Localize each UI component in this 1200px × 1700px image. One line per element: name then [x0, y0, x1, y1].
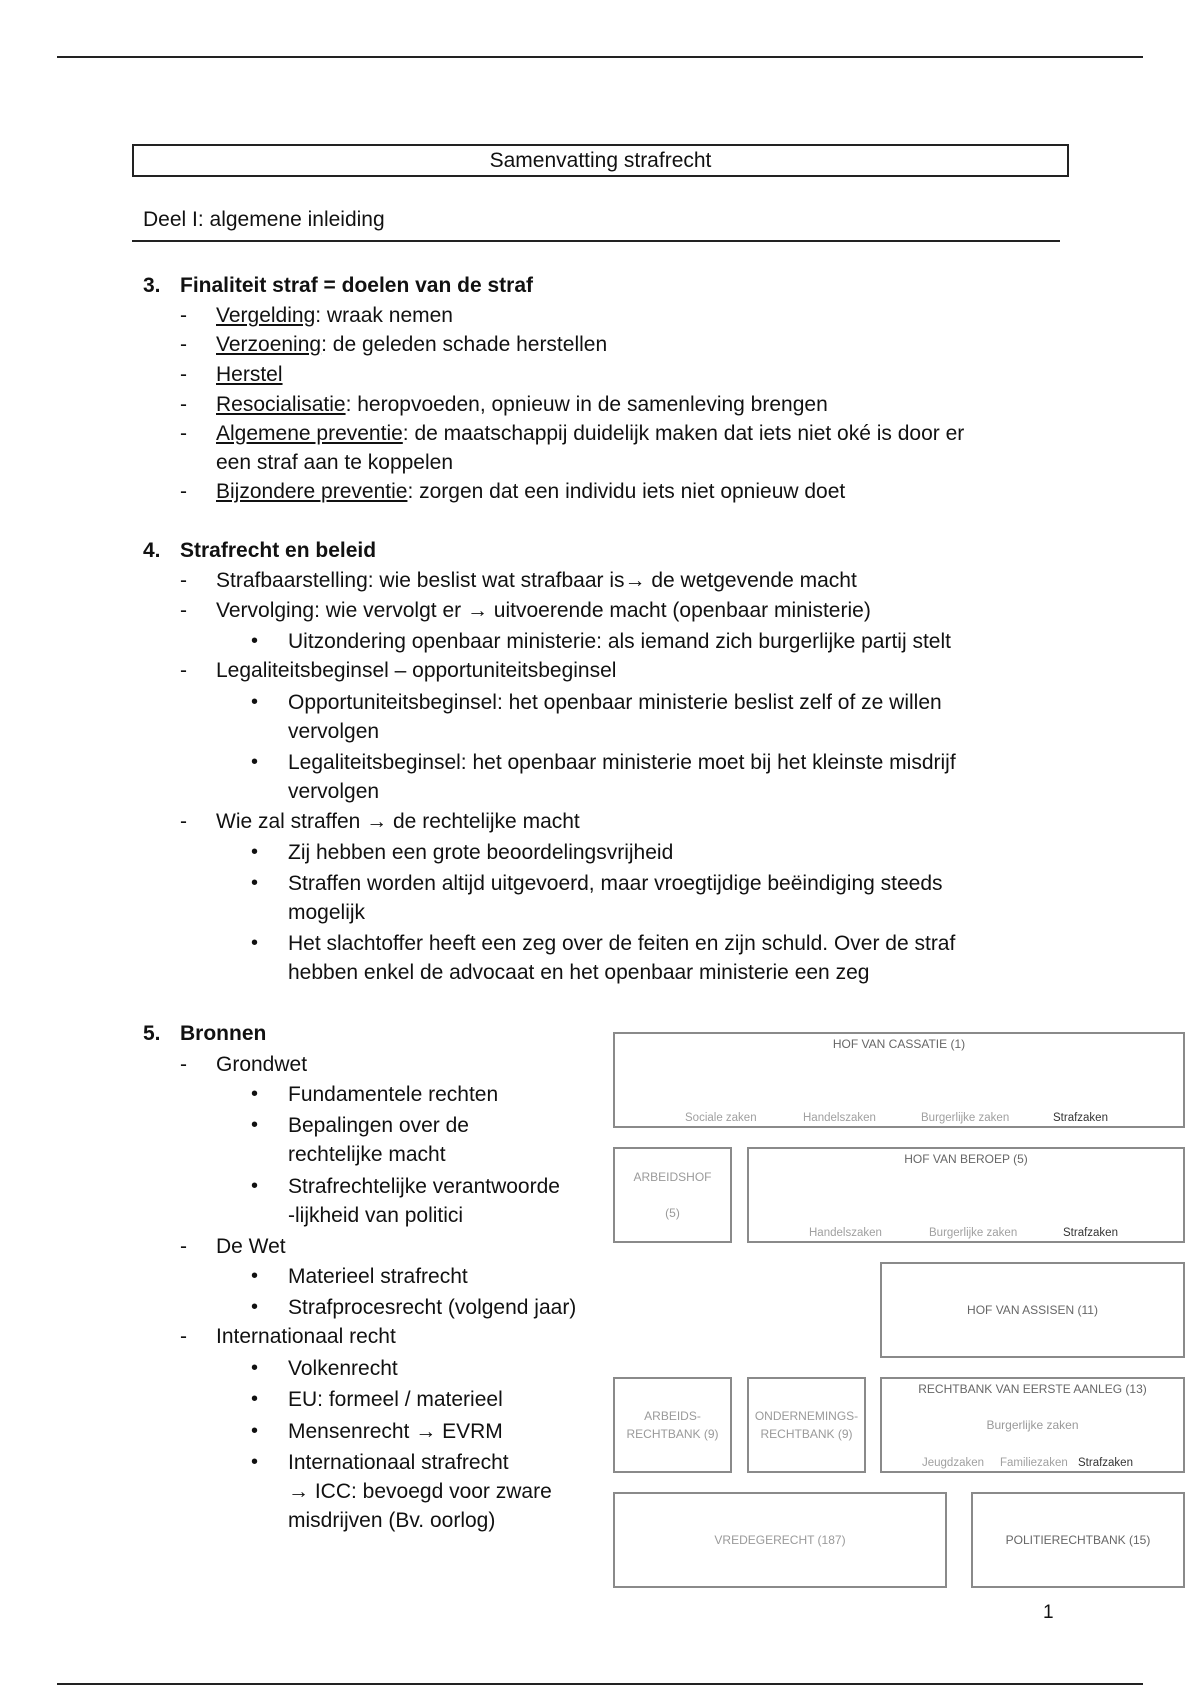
list-item: - Vervolging: wie vervolgt er → uitvoerende macht (openbaar ministerie) — [216, 596, 871, 625]
court-hof-van-beroep: HOF VAN BEROEP (5) Handelszaken Burgerlijke zaken Strafzaken — [747, 1147, 1185, 1243]
list-item: - Herstel — [216, 360, 283, 389]
list-item: - Internationaal recht — [216, 1322, 396, 1351]
section-title: Finaliteit straf = doelen van de straf — [180, 274, 534, 297]
section-number: 4. — [143, 539, 161, 562]
list-item: - Algemene preventie: de maatschappij duidelijk maken dat iets niet oké is door er een straf aan te koppelen — [216, 419, 964, 477]
bullet-item: • Internationaal strafrecht → ICC: bevoegd voor zware misdrijven (Bv. oorlog) — [288, 1448, 552, 1535]
section-title: Strafrecht en beleid — [180, 539, 377, 562]
bullet-item: • Strafrechtelijke verantwoorde -lijkheid van politici — [288, 1172, 560, 1230]
court-hof-van-cassatie: HOF VAN CASSATIE (1) Sociale zaken Handelszaken Burgerlijke zaken Strafzaken — [613, 1032, 1185, 1128]
section-4-heading — [143, 539, 376, 563]
part-underline — [132, 240, 1060, 242]
section-title: Bronnen — [180, 1022, 267, 1045]
document-title: Samenvatting strafrecht — [132, 144, 1069, 177]
bottom-rule — [57, 1683, 1143, 1685]
court-arbeidshof: ARBEIDSHOF (5) — [613, 1147, 732, 1243]
court-arbeidsrechtbank: ARBEIDS- RECHTBANK (9) — [613, 1377, 732, 1473]
list-item: - Grondwet — [216, 1050, 307, 1079]
bullet-item: • EU: formeel / materieel — [288, 1385, 503, 1414]
bullet-item: • Materieel strafrecht — [288, 1262, 468, 1291]
bullet-item: • Uitzondering openbaar ministerie: als iemand zich burgerlijke partij stelt — [288, 627, 951, 656]
bullet-item: • Het slachtoffer heeft een zeg over de feiten en zijn schuld. Over de straf hebben enkel de advocaat en het openbaar ministerie een zeg — [288, 929, 955, 987]
bullet-item: • Strafprocesrecht (volgend jaar) — [288, 1293, 576, 1322]
list-item: - Vergelding: wraak nemen — [216, 301, 453, 330]
bullet-item: • Mensenrecht → EVRM — [288, 1417, 503, 1446]
section-number: 3. — [143, 274, 161, 297]
part-heading: Deel I: algemene inleiding — [143, 208, 385, 231]
list-item: - De Wet — [216, 1232, 286, 1261]
bullet-item: • Bepalingen over de rechtelijke macht — [288, 1111, 469, 1169]
bullet-item: • Opportuniteitsbeginsel: het openbaar ministerie beslist zelf of ze willen vervolgen — [288, 688, 942, 746]
section-3-heading — [143, 274, 533, 298]
list-item: - Verzoening: de geleden schade herstellen — [216, 330, 607, 359]
court-rechtbank-eerste-aanleg: RECHTBANK VAN EERSTE AANLEG (13) Burgerlijke zaken Jeugdzaken Familiezaken Strafzaken — [880, 1377, 1185, 1473]
list-item: - Wie zal straffen → de rechtelijke macht — [216, 807, 580, 836]
list-item: - Strafbaarstelling: wie beslist wat strafbaar is→ de wetgevende macht — [216, 566, 857, 595]
page-number: 1 — [1043, 1602, 1054, 1623]
list-item: - Bijzondere preventie: zorgen dat een individu iets niet opnieuw doet — [216, 477, 845, 506]
court-politierechtbank: POLITIERECHTBANK (15) — [971, 1492, 1185, 1588]
court-ondernemingsrechtbank: ONDERNEMINGS- RECHTBANK (9) — [747, 1377, 866, 1473]
court-hof-van-assisen: HOF VAN ASSISEN (11) — [880, 1262, 1185, 1358]
section-number: 5. — [143, 1022, 161, 1045]
bullet-item: • Straffen worden altijd uitgevoerd, maar vroegtijdige beëindiging steeds mogelijk — [288, 869, 943, 927]
court-vredegerecht: VREDEGERECHT (187) — [613, 1492, 947, 1588]
section-5-heading — [143, 1022, 266, 1046]
bullet-item: • Legaliteitsbeginsel: het openbaar ministerie moet bij het kleinste misdrijf vervolgen — [288, 748, 956, 806]
list-item: - Legaliteitsbeginsel – opportuniteitsbeginsel — [216, 656, 616, 685]
bullet-item: • Zij hebben een grote beoordelingsvrijheid — [288, 838, 673, 867]
bullet-item: • Fundamentele rechten — [288, 1080, 498, 1109]
top-rule — [57, 56, 1143, 58]
bullet-item: • Volkenrecht — [288, 1354, 398, 1383]
list-item: - Resocialisatie: heropvoeden, opnieuw in de samenleving brengen — [216, 390, 828, 419]
